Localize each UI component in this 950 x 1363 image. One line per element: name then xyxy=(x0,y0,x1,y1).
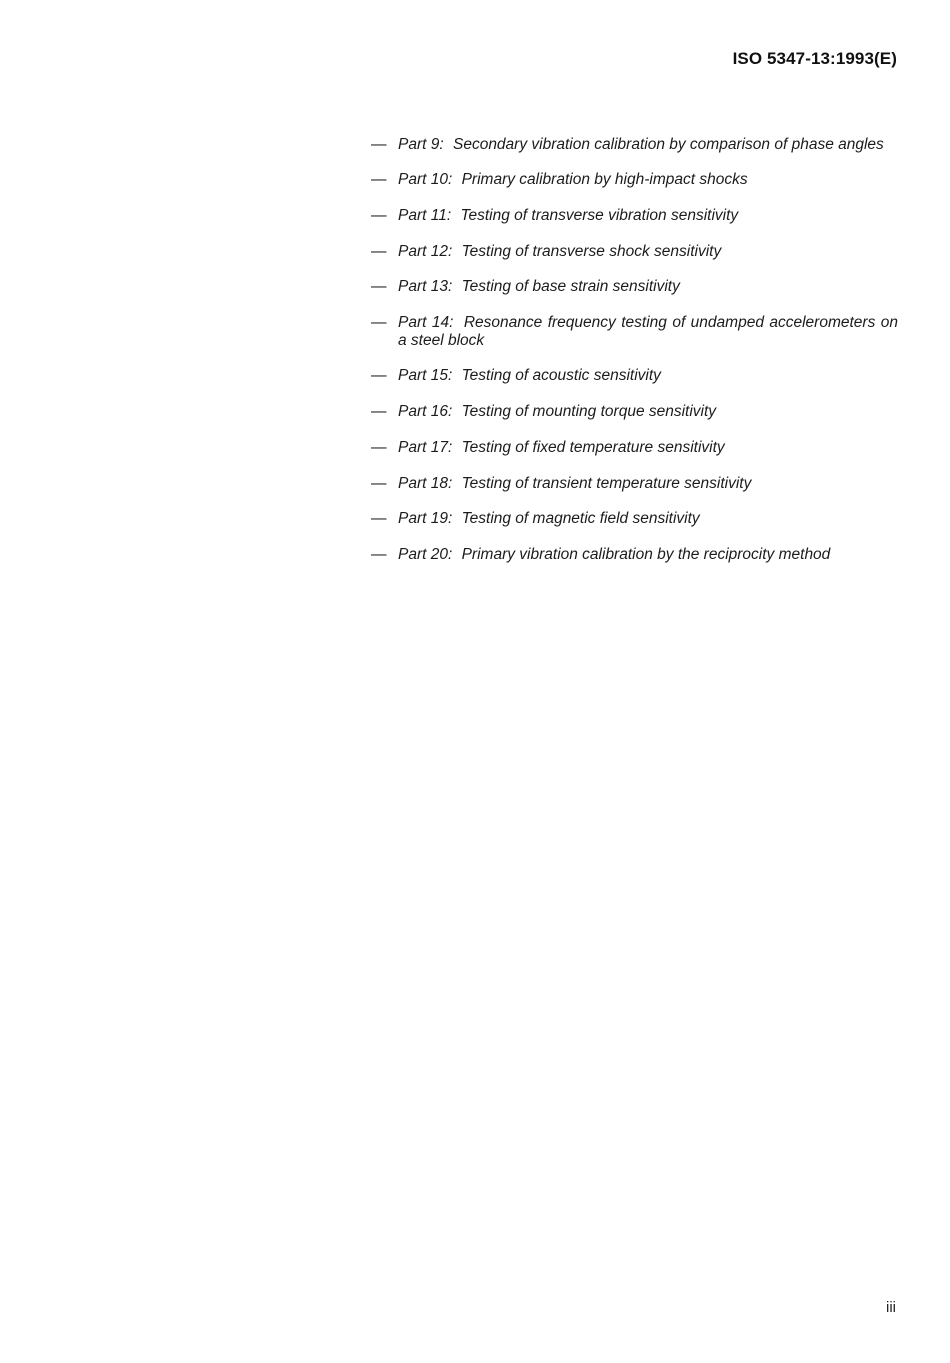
part-label: Part 11: xyxy=(398,206,452,224)
part-label: Part 13: xyxy=(398,278,453,296)
part-title: Testing of acoustic sensitivity xyxy=(461,367,661,385)
list-item-part-15 xyxy=(371,367,898,385)
list-dash: — xyxy=(371,278,387,296)
list-item-part-14 xyxy=(371,314,898,350)
list-item-text xyxy=(398,243,898,261)
parts-list xyxy=(371,136,898,564)
page-number: iii xyxy=(886,1299,896,1316)
part-title: Testing of base strain sensitivity xyxy=(461,278,680,296)
list-item-text xyxy=(398,475,898,493)
list-dash: — xyxy=(371,136,387,153)
part-title: Primary vibration calibration by the reciprocity method xyxy=(461,546,831,564)
part-title: Primary calibration by high-impact shocks xyxy=(461,171,748,188)
list-item-text xyxy=(398,314,898,350)
part-label: Part 12: xyxy=(398,242,453,260)
list-item-part-11 xyxy=(371,207,898,225)
list-item-text xyxy=(398,510,898,528)
list-item-part-18 xyxy=(371,475,898,493)
list-dash: — xyxy=(371,242,387,260)
list-item-part-10 xyxy=(371,171,898,189)
list-dash: — xyxy=(371,367,387,385)
list-dash: — xyxy=(371,206,387,224)
part-label: Part 17: xyxy=(398,438,453,456)
list-dash: — xyxy=(371,474,387,492)
list-item-part-12 xyxy=(371,243,898,261)
part-title: Testing of transient temperature sensitivity xyxy=(461,474,752,492)
list-item-text xyxy=(398,171,898,189)
part-label: Part 15: xyxy=(398,367,453,385)
list-dash: — xyxy=(371,314,387,332)
list-item-part-17 xyxy=(371,439,898,457)
list-item-part-9 xyxy=(371,136,898,154)
part-title: Testing of transverse vibration sensitivity xyxy=(460,206,739,224)
list-item-text xyxy=(398,439,898,457)
part-label: Part 18: xyxy=(398,474,453,492)
part-label: Part 20: xyxy=(398,546,453,564)
list-item-text xyxy=(398,403,898,421)
part-title: Resonance frequency testing of undamped accelerometers on a steel block xyxy=(398,314,899,350)
part-title: Testing of mounting torque sensitivity xyxy=(461,402,717,420)
list-item-text xyxy=(398,546,898,564)
list-item-text xyxy=(398,136,898,154)
list-dash: — xyxy=(371,402,387,420)
part-title: Testing of transverse shock sensitivity xyxy=(461,242,722,260)
list-dash: — xyxy=(371,171,387,188)
part-label: Part 19: xyxy=(398,510,453,528)
part-label: Part 10: xyxy=(398,171,453,188)
part-label: Part 16: xyxy=(398,402,453,420)
list-item-part-20 xyxy=(371,546,898,564)
list-item-text xyxy=(398,207,898,225)
part-label: Part 9: xyxy=(398,136,444,153)
list-item-text xyxy=(398,367,898,385)
list-item-part-19 xyxy=(371,510,898,528)
list-item-text xyxy=(398,278,898,296)
list-dash: — xyxy=(371,438,387,456)
list-item-part-16 xyxy=(371,403,898,421)
part-title: Testing of magnetic field sensitivity xyxy=(461,510,700,528)
part-title: Secondary vibration calibration by comparison of phase angles xyxy=(452,136,884,153)
part-title: Testing of fixed temperature sensitivity xyxy=(461,438,725,456)
document-identifier: ISO 5347-13:1993(E) xyxy=(732,49,897,68)
list-item-part-13 xyxy=(371,278,898,296)
part-label: Part 14: xyxy=(398,314,454,332)
list-dash: — xyxy=(371,510,387,528)
list-dash: — xyxy=(371,546,387,564)
